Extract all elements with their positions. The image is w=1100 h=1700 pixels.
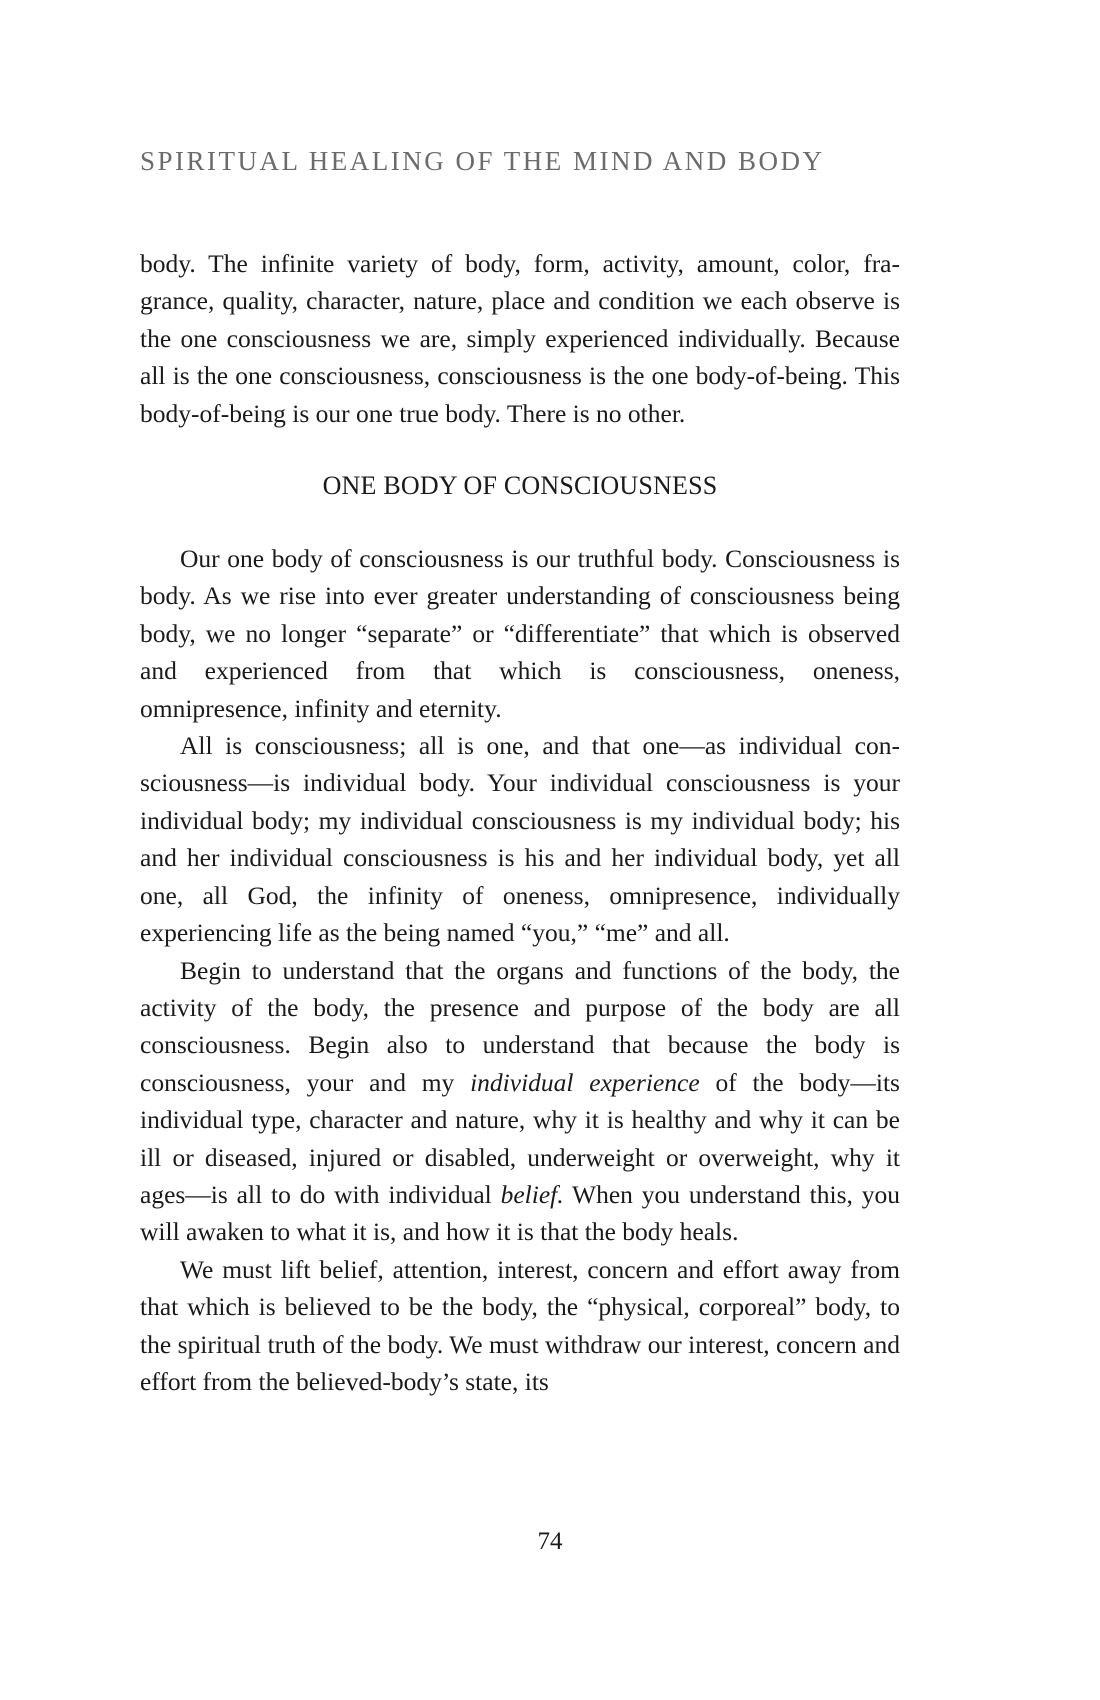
body-text (140, 245, 900, 1400)
page-number: 74 (537, 1528, 563, 1555)
running-head: SPIRITUAL HEALING OF THE MIND AND BODY (140, 146, 825, 176)
paragraph-text: When you understand this, you will awaken to what it is, and how it is that the body heals. (140, 1179, 901, 1247)
paragraph: We must lift belief, attention, interest, concern and effort away from that which is believed to be the body, the “physical, corporeal” body, to the spiritual truth of the body. We must withdraw our interest, concern and effort from the believed-body’s state, its (140, 1254, 900, 1396)
paragraph-text: Begin to understand that the organs and functions of the body, the activity of the body, the presence and purpose of the body are all consciousness. Begin also to understand that because the body is consciousness, your and my (140, 955, 900, 1097)
paragraph: Our one body of consciousness is our truthful body. Consciousness is body. As we rise into ever greater understanding of consciousness being body, we no longer “separate” or “differentiate” that which is observed and experienced from that which is consciousness, oneness, omnipresence, infinity and eternity. (140, 544, 900, 723)
italic-phrase: individual experience (470, 1067, 700, 1097)
paragraph-text: of the body—its individual type, character and nature, why it is healthy and why it can be ill or diseased, injured or disabled, underweight or overweight, why it ages—is all to do with individual (140, 1067, 900, 1209)
paragraph (140, 952, 900, 1251)
section-heading: ONE BODY OF CONSCIOUSNESS (322, 471, 718, 501)
paragraph: body. The infinite variety of body, form, activity, amount, color, fragrance, quality, character, nature, place and condition we each observe is the one consciousness we are, simply experienced individually. Because all is the one consciousness, consciousness is the one body-of-being. This body-of-being is our one true body. There is no other. (140, 249, 900, 428)
paragraph: All is consciousness; all is one, and that one—as individual consciousness—is individual body. Your individual consciousness is your individual body; my individual consciousness is my individual body; his and her individual consciousness is his and her individual body, yet all one, all God, the infinity of oneness, omnipresence, individually experiencing life as the being named “you,” “me” and all. (140, 731, 900, 948)
italic-word: belief. (500, 1179, 564, 1209)
